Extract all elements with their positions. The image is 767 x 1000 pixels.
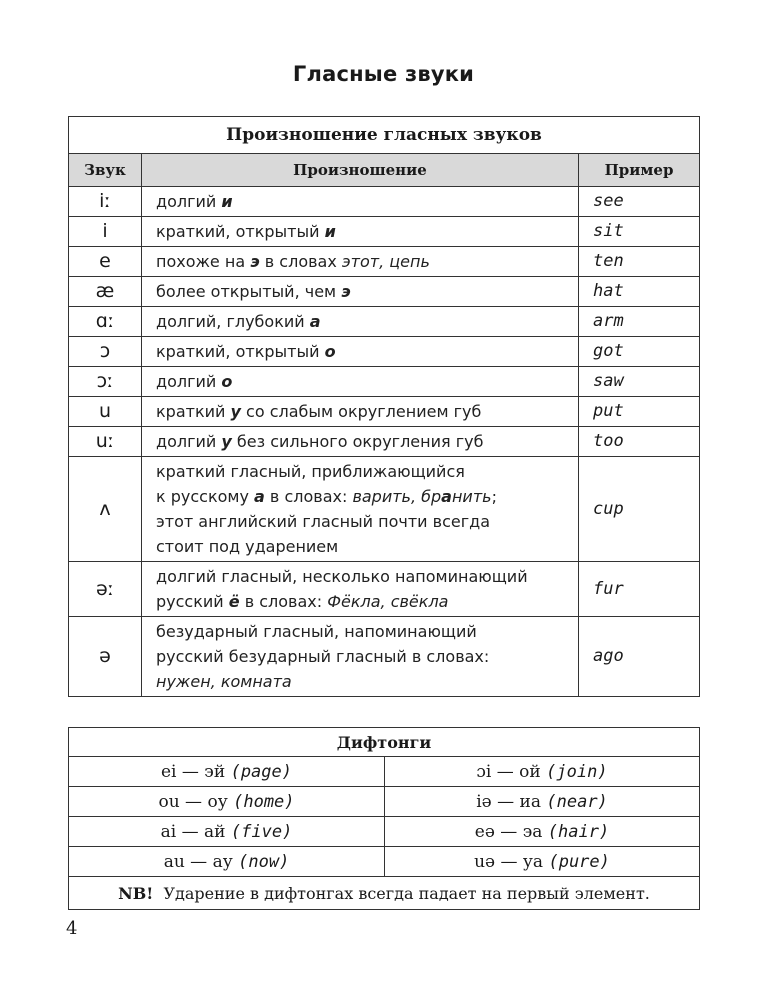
pronunciation-text: русский: [156, 592, 229, 611]
pronunciation-line: [156, 279, 578, 304]
vowel-pronunciation: [142, 187, 579, 217]
diphthong-transcription: ai — ай: [160, 821, 226, 842]
diphthong-row: [69, 787, 700, 817]
vowel-example: arm: [579, 307, 700, 337]
diphthong-row: [69, 757, 700, 787]
vowel-sound: i: [69, 217, 142, 247]
diphthong-cell: [385, 787, 700, 817]
pronunciation-line: [156, 189, 578, 214]
diphthong-transcription: ei — эй: [161, 761, 226, 782]
vowel-row: [69, 367, 700, 397]
diphthong-example: (hair): [547, 821, 610, 842]
vowel-example: cup: [579, 457, 700, 562]
vowel-row: [69, 187, 700, 217]
vowel-pronunciation: [142, 367, 579, 397]
vowel-sound: ɔ: [69, 337, 142, 367]
pronunciation-text: Фёкла, свёкла: [327, 592, 449, 611]
vowel-row: [69, 247, 700, 277]
pronunciation-text: долгий: [156, 372, 222, 391]
vowel-sound: æ: [69, 277, 142, 307]
pronunciation-text: у: [230, 402, 241, 421]
pronunciation-text: долгий: [156, 192, 222, 211]
vowel-sound: u: [69, 397, 142, 427]
vowel-row: [69, 337, 700, 367]
pronunciation-text: краткий: [156, 402, 231, 421]
pronunciation-text: долгий гласный, несколько напоминающий: [156, 567, 528, 586]
pronunciation-text: безударный гласный, напоминающий: [156, 622, 477, 641]
vowel-example: saw: [579, 367, 700, 397]
pronunciation-text: похоже на: [156, 252, 251, 271]
pronunciation-text: и: [221, 192, 233, 211]
diphthong-cell: [69, 757, 385, 787]
diphthong-transcription: au — ау: [163, 851, 233, 872]
vowel-sound: e: [69, 247, 142, 277]
vowel-row: [69, 617, 700, 697]
vowel-row: [69, 562, 700, 617]
pronunciation-text: краткий, открытый: [156, 222, 325, 241]
vowel-pronunciation: [142, 457, 579, 562]
page-number: 4: [66, 918, 78, 939]
diphthong-example: (home): [233, 791, 295, 812]
vowel-table-body: [69, 187, 700, 697]
diphthong-cell: [385, 847, 700, 877]
pronunciation-text: ;: [491, 487, 497, 506]
vowel-sound: ɑː: [69, 307, 142, 337]
diphthong-row: [69, 817, 700, 847]
pronunciation-text: стоит под ударением: [156, 537, 339, 556]
pronunciation-line: [156, 669, 578, 694]
pronunciation-line: [156, 564, 578, 589]
diphthong-transcription: ɔi — ой: [476, 761, 541, 782]
pronunciation-text: краткий гласный, приближающийся: [156, 462, 465, 481]
vowel-pronunciation: [142, 307, 579, 337]
pronunciation-text: в словах:: [264, 487, 353, 506]
pronunciation-text: русский безударный гласный в словах:: [156, 647, 490, 666]
diphthong-example: (now): [238, 851, 290, 872]
pronunciation-text: нужен, комната: [156, 672, 292, 691]
vowel-row: [69, 457, 700, 562]
pronunciation-text: без сильного округления губ: [231, 432, 484, 451]
pronunciation-line: [156, 509, 578, 534]
vowel-sound: uː: [69, 427, 142, 457]
pronunciation-text: долгий: [156, 432, 222, 451]
diphthongs-caption: Дифтонги: [69, 728, 700, 757]
diphthong-transcription: iə — иа: [476, 791, 541, 812]
pronunciation-text: а: [309, 312, 321, 331]
pronunciation-text: у: [221, 432, 232, 451]
vowel-pronunciation: [142, 217, 579, 247]
pronunciation-text: э: [250, 252, 260, 271]
vowel-sound: ʌ: [69, 457, 142, 562]
diphthong-cell: [385, 757, 700, 787]
diphthong-cell: [69, 817, 385, 847]
vowel-pronunciation: [142, 247, 579, 277]
diphthong-example: (page): [230, 761, 292, 782]
pronunciation-line: [156, 399, 578, 424]
vowel-example: too: [579, 427, 700, 457]
vowel-row: [69, 277, 700, 307]
pronunciation-text: со слабым округлением губ: [240, 402, 482, 421]
vowel-sound: ɔː: [69, 367, 142, 397]
vowel-pronunciation: [142, 562, 579, 617]
nb-label: NB!: [118, 883, 154, 903]
vowel-pronunciation: [142, 277, 579, 307]
pronunciation-text: о: [221, 372, 233, 391]
vowel-pronunciation-table: [68, 116, 700, 697]
pronunciation-text: а: [441, 487, 452, 506]
vowel-table-caption: Произношение гласных звуков: [69, 117, 700, 154]
pronunciation-line: [156, 249, 578, 274]
pronunciation-line: [156, 309, 578, 334]
vowel-example: ago: [579, 617, 700, 697]
diphthong-example: (five): [230, 821, 293, 842]
vowel-pronunciation: [142, 337, 579, 367]
vowel-sound: əː: [69, 562, 142, 617]
pronunciation-line: [156, 369, 578, 394]
vowel-row: [69, 427, 700, 457]
diphthong-cell: [69, 787, 385, 817]
diphthongs-table: [68, 727, 700, 910]
vowel-example: put: [579, 397, 700, 427]
pronunciation-text: а: [254, 487, 265, 506]
column-header-sound: Звук: [69, 154, 142, 187]
diphthong-example: (pure): [548, 851, 610, 872]
vowel-sound: iː: [69, 187, 142, 217]
pronunciation-text: к русскому: [156, 487, 255, 506]
vowel-example: fur: [579, 562, 700, 617]
pronunciation-text: краткий, открытый: [156, 342, 325, 361]
pronunciation-line: [156, 644, 578, 669]
pronunciation-line: [156, 219, 578, 244]
vowel-row: [69, 217, 700, 247]
diphthong-stress-note: [69, 877, 700, 910]
diphthong-transcription: uə — уа: [474, 851, 544, 872]
pronunciation-line: [156, 534, 578, 559]
pronunciation-text: в словах: [259, 252, 342, 271]
diphthong-example: (join): [546, 761, 608, 782]
pronunciation-text: и: [324, 222, 336, 241]
pronunciation-text: о: [324, 342, 336, 361]
vowel-row: [69, 397, 700, 427]
pronunciation-text: ё: [228, 592, 240, 611]
vowel-row: [69, 307, 700, 337]
vowel-pronunciation: [142, 617, 579, 697]
pronunciation-text: этот английский гласный почти всегда: [156, 512, 490, 531]
vowel-pronunciation: [142, 427, 579, 457]
vowel-pronunciation: [142, 397, 579, 427]
vowel-example: sit: [579, 217, 700, 247]
pronunciation-line: [156, 589, 578, 614]
pronunciation-line: [156, 619, 578, 644]
pronunciation-line: [156, 459, 578, 484]
vowel-example: hat: [579, 277, 700, 307]
pronunciation-text: варить, бр: [352, 487, 442, 506]
pronunciation-text: этот, цепь: [341, 252, 430, 271]
diphthong-row: [69, 847, 700, 877]
pronunciation-line: [156, 339, 578, 364]
pronunciation-text: более открытый, чем: [156, 282, 342, 301]
diphthong-example: (near): [546, 791, 608, 812]
diphthong-transcription: ou — оу: [158, 791, 228, 812]
diphthong-transcription: eə — эа: [474, 821, 543, 842]
diphthong-cell: [385, 817, 700, 847]
nb-text: Ударение в дифтонгах всегда падает на первый элемент.: [163, 883, 650, 903]
pronunciation-line: [156, 484, 578, 509]
pronunciation-text: нить: [451, 487, 492, 506]
vowel-example: got: [579, 337, 700, 367]
page-title: Гласные звуки: [292, 62, 475, 86]
vowel-example: see: [579, 187, 700, 217]
pronunciation-line: [156, 429, 578, 454]
vowel-example: ten: [579, 247, 700, 277]
column-header-example: Пример: [579, 154, 700, 187]
pronunciation-text: долгий, глубокий: [156, 312, 310, 331]
pronunciation-text: в словах:: [239, 592, 328, 611]
vowel-sound: ə: [69, 617, 142, 697]
pronunciation-text: э: [341, 282, 351, 301]
diphthong-cell: [69, 847, 385, 877]
column-header-pronunciation: Произношение: [142, 154, 579, 187]
